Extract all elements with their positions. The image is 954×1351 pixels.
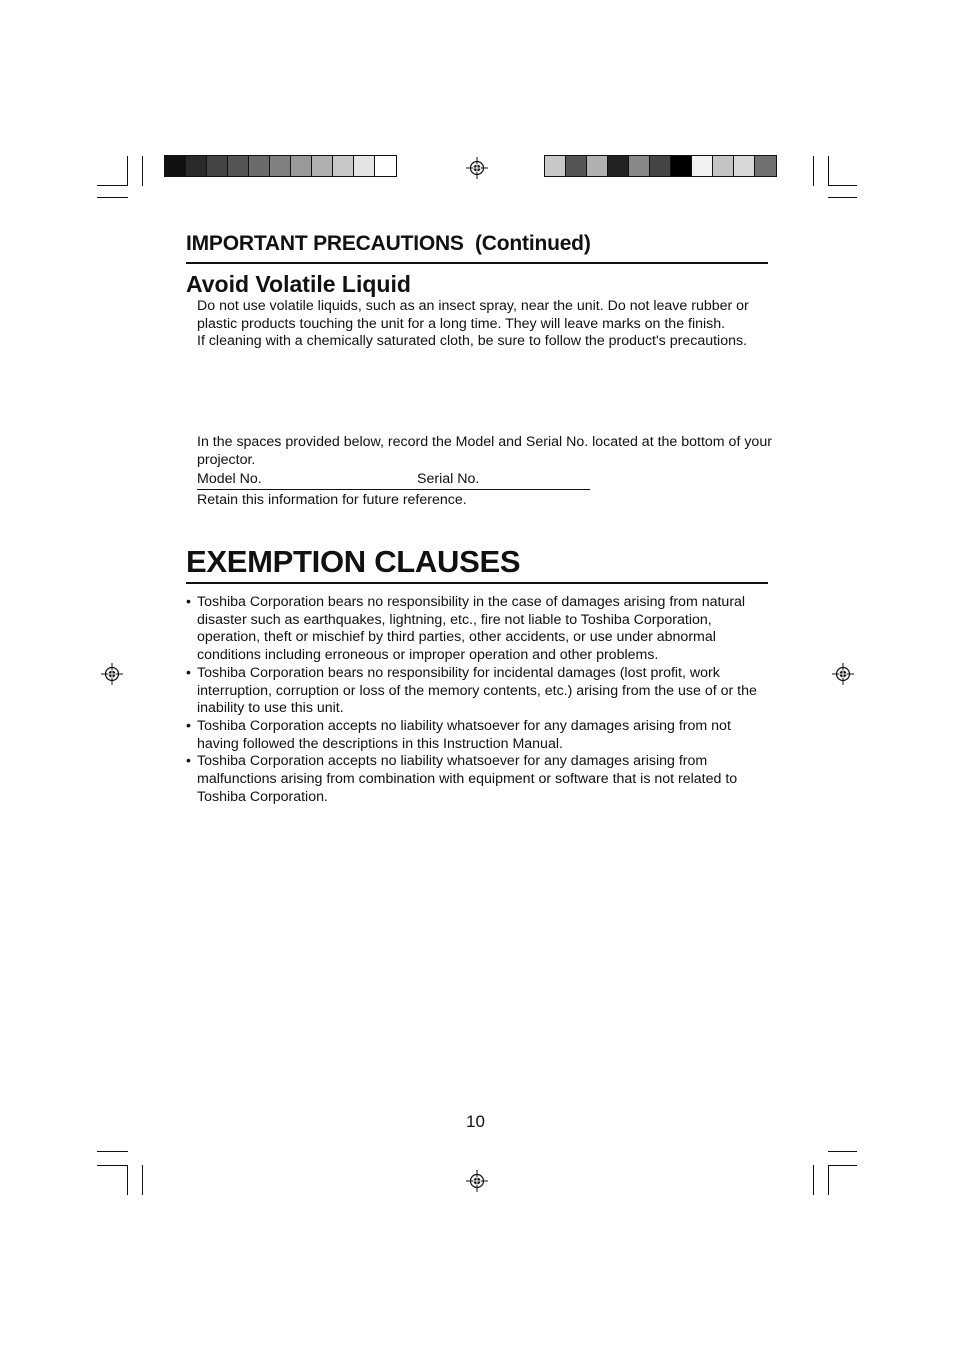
text-line: Toshiba Corporation accepts no liability whatsoever for any damages arising from not [197, 717, 731, 734]
color-swatch [566, 156, 587, 176]
crop-mark [828, 1165, 829, 1195]
color-swatch [291, 156, 312, 176]
color-swatch [165, 156, 186, 176]
crop-mark [127, 156, 128, 186]
color-swatch [650, 156, 671, 176]
model-no-label: Model No. [197, 471, 262, 487]
color-swatch [249, 156, 270, 176]
exemption-rule [186, 582, 768, 584]
crop-mark [828, 1151, 857, 1152]
color-bar-left [164, 155, 397, 177]
crop-mark [142, 1165, 143, 1195]
text-line: Toshiba Corporation bears no responsibility for incidental damages (lost profit, work [197, 664, 720, 681]
registration-mark-icon [832, 663, 854, 685]
registration-mark-icon [466, 1170, 488, 1192]
crop-mark [127, 1165, 128, 1195]
section-title-avoid-volatile-liquid: Avoid Volatile Liquid [186, 271, 411, 297]
text-line: inability to use this unit. [197, 700, 344, 717]
crop-mark [813, 156, 814, 186]
bullet-icon: • [186, 717, 191, 734]
text-line: operation, theft or mischief by third parties, other accidents, or use under abnormal [197, 629, 716, 646]
record-instructions [197, 434, 777, 469]
color-swatch [270, 156, 291, 176]
crop-mark [97, 197, 128, 198]
bullet-icon: • [186, 753, 191, 770]
text-line: projector. [197, 451, 256, 468]
title-rule [186, 262, 768, 264]
list-item [186, 594, 786, 665]
text-line: conditions including erroneous or improper operation and other problems. [197, 647, 659, 664]
color-swatch [587, 156, 608, 176]
crop-mark [828, 185, 857, 186]
avoid-volatile-liquid-text [197, 298, 777, 351]
crop-mark [142, 156, 143, 186]
crop-mark [813, 1165, 814, 1195]
text-line: In the spaces provided below, record the Model and Serial No. located at the bottom of your [197, 434, 772, 450]
text-line: interruption, corruption or loss of the memory contents, etc.) arising from the use of or the [197, 682, 757, 699]
record-field-line [197, 489, 590, 490]
color-swatch [734, 156, 755, 176]
bullet-icon: • [186, 594, 191, 610]
exemption-list [186, 594, 786, 806]
crop-mark [828, 156, 829, 186]
color-swatch [545, 156, 566, 176]
bullet-icon: • [186, 664, 191, 681]
registration-mark-icon [466, 157, 488, 179]
color-swatch [312, 156, 333, 176]
text-line: disaster such as earthquakes, lightning, etc., fire not liable to Toshiba Corporation, [197, 611, 712, 628]
crop-mark [828, 197, 857, 198]
crop-mark [828, 1165, 857, 1166]
crop-mark [97, 185, 128, 186]
color-swatch [207, 156, 228, 176]
text-line: plastic products touching the unit for a long time. They will leave marks on the finish. [197, 315, 726, 332]
list-item [186, 753, 786, 806]
text-line: malfunctions arising from combination with equipment or software that is not related to [197, 771, 738, 788]
crop-mark [97, 1165, 128, 1166]
text-line: Retain this information for future reference. [197, 492, 467, 508]
retain-note [197, 492, 777, 510]
registration-mark-icon [101, 663, 123, 685]
list-item [186, 665, 786, 718]
color-swatch [692, 156, 713, 176]
text-line: Do not use volatile liquids, such as an insect spray, near the unit. Do not leave rubber or [197, 298, 749, 314]
page-title: IMPORTANT PRECAUTIONS (Continued) [186, 232, 591, 255]
color-swatch [713, 156, 734, 176]
color-swatch [755, 156, 776, 176]
color-swatch [671, 156, 692, 176]
exemption-clauses-title: EXEMPTION CLAUSES [186, 544, 521, 579]
crop-mark [97, 1151, 128, 1152]
text-line: Toshiba Corporation bears no responsibility in the case of damages arising from natural [197, 594, 746, 610]
color-swatch [629, 156, 650, 176]
page-number: 10 [466, 1112, 485, 1131]
color-swatch [608, 156, 629, 176]
color-swatch [333, 156, 354, 176]
color-swatch [375, 156, 396, 176]
serial-no-label: Serial No. [417, 471, 480, 487]
list-item [186, 718, 786, 753]
color-swatch [354, 156, 375, 176]
text-line: having followed the descriptions in this Instruction Manual. [197, 735, 563, 752]
color-swatch [228, 156, 249, 176]
color-bar-right [544, 155, 777, 177]
text-line: Toshiba Corporation accepts no liability whatsoever for any damages arising from [197, 753, 708, 770]
text-line: If cleaning with a chemically saturated cloth, be sure to follow the product's precautions. [197, 333, 748, 350]
color-swatch [186, 156, 207, 176]
text-line: Toshiba Corporation. [197, 788, 328, 805]
